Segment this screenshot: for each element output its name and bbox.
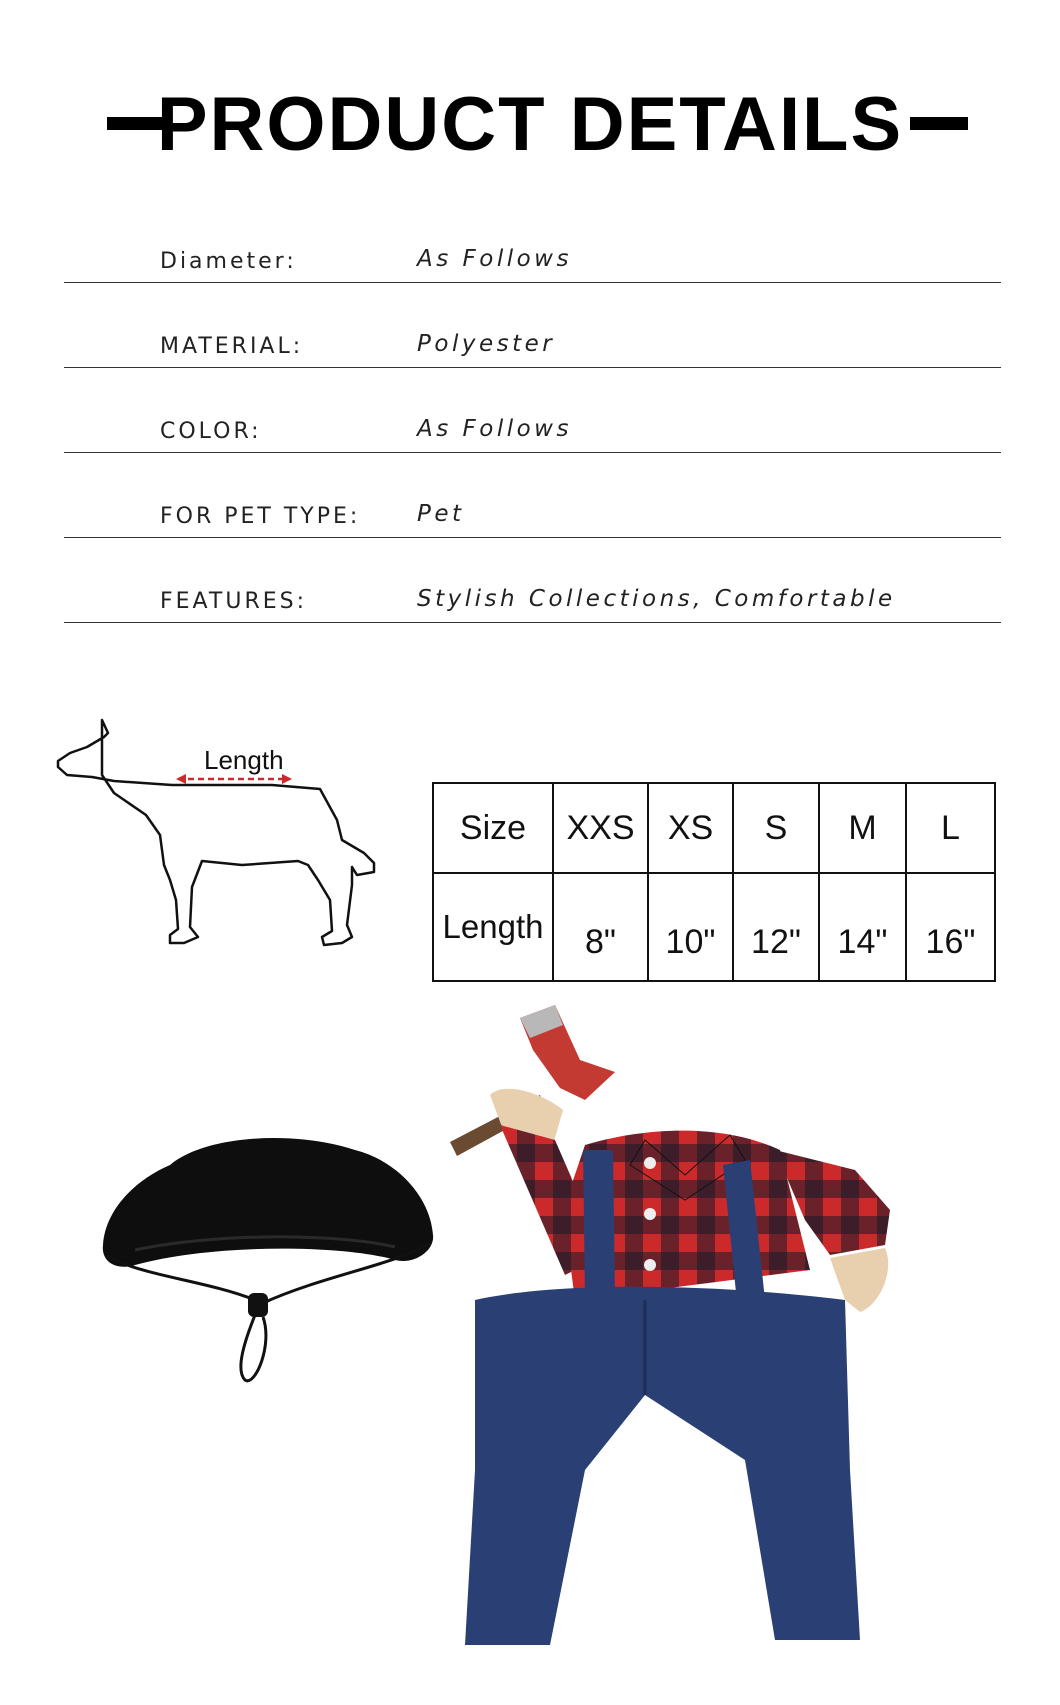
size-header-cell: Size [433,783,553,873]
length-cell: 16" [906,873,995,981]
spec-value: As Follows [417,416,572,442]
cord-lock [248,1293,268,1317]
spec-label: FOR PET TYPE: [160,504,361,529]
spec-row-features [64,540,1001,623]
length-cell: 14" [819,873,906,981]
spec-label: Diameter: [160,249,297,274]
spec-value: Stylish Collections, Comfortable [417,586,896,612]
hat-product-image [95,1125,440,1395]
length-label: Length [204,745,284,775]
length-cell: 10" [648,873,733,981]
size-table [432,782,996,982]
overalls-pants-icon [465,1287,860,1645]
length-cell: 8" [553,873,648,981]
spec-row-material [64,285,1001,368]
costume-product-image [445,1000,975,1650]
size-header-row [433,783,995,873]
dog-outline-diagram [52,715,408,970]
spec-row-color [64,370,1001,453]
spec-label: FEATURES: [160,589,308,614]
spec-row-pet-type [64,455,1001,538]
shirt-button [644,1259,656,1271]
spec-value: Pet [417,501,465,527]
overalls-strap-left [583,1150,615,1300]
length-header-cell: Length [433,873,553,981]
drawstring-loop [241,1315,266,1381]
spec-row-diameter [64,200,1001,283]
title-dash-right [910,117,968,130]
spec-label: MATERIAL: [160,334,304,359]
size-cell: M [819,783,906,873]
spec-value: As Follows [417,246,572,272]
length-cell: 12" [733,873,819,981]
size-cell: L [906,783,995,873]
page-title: PRODUCT DETAILS [156,82,904,167]
spec-list [64,200,1001,625]
length-arrow-head-right [282,774,292,784]
spec-label: COLOR: [160,419,262,444]
length-arrow-head-left [176,774,186,784]
page-header [0,70,1060,180]
shirt-button [644,1157,656,1169]
size-cell: XS [648,783,733,873]
size-cell: XXS [553,783,648,873]
length-row [433,873,995,981]
shirt-button [644,1208,656,1220]
spec-value: Polyester [417,331,556,357]
size-cell: S [733,783,819,873]
